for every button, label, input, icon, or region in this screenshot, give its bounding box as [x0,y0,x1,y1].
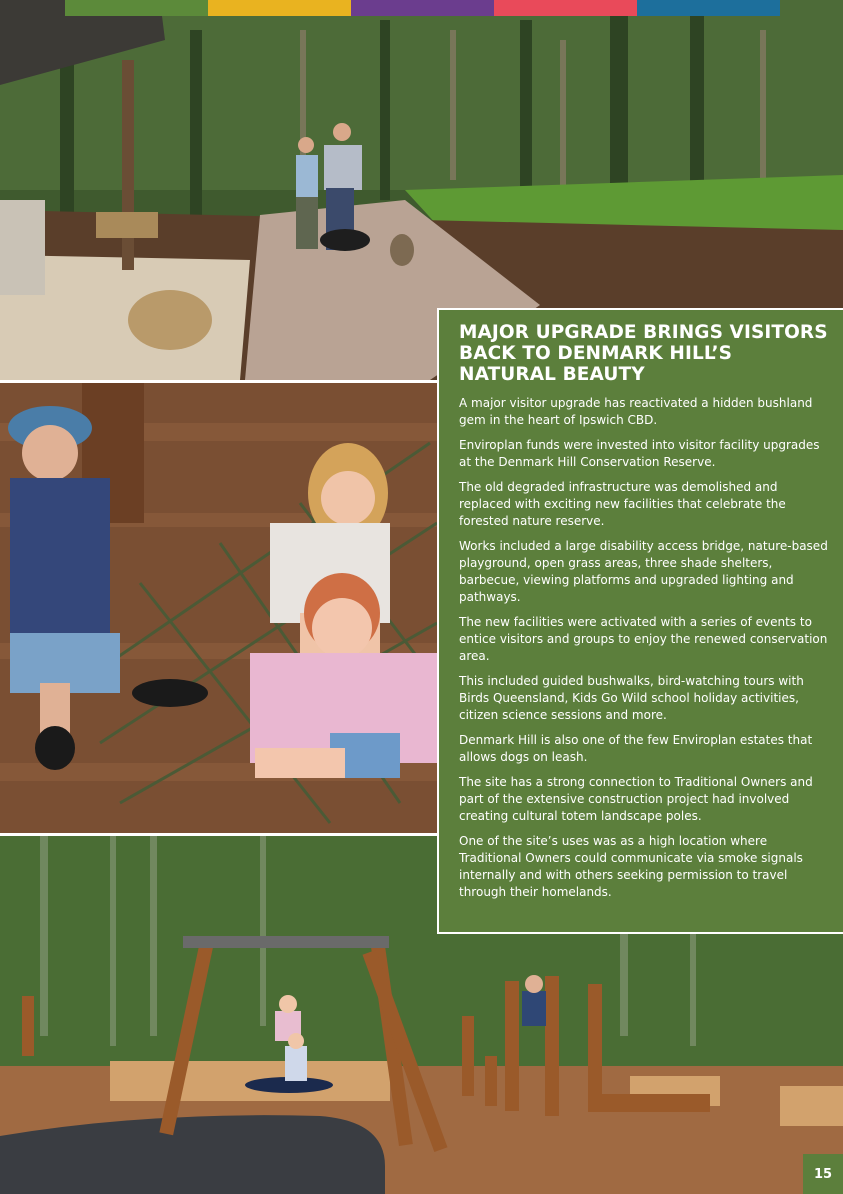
article-paragraph: A major visitor upgrade has reactivated a hidden bushland gem in the heart of Ipswich CBD. [459,396,813,427]
children-rope-net-photo [0,383,437,833]
color-bar-red [494,0,637,16]
color-bar-blue [637,0,780,16]
color-bar-yellow [208,0,351,16]
brand-color-bar [65,0,780,16]
article-panel [437,308,843,934]
article-paragraph: Works included a large disability access bridge, nature-based playground, open grass areas, three shade shelters, barbecue, viewing platforms and upgraded lighting and pathways. [459,539,828,604]
article-title: MAJOR UPGRADE BRINGS VISITORS BACK TO DENMARK HILL’S NATURAL BEAUTY [459,322,828,385]
article-paragraph: This included guided bushwalks, bird-watching tours with Birds Queensland, Kids Go Wild school holiday activities, citizen science sessions and more. [459,674,804,722]
article-paragraph: Enviroplan funds were invested into visitor facility upgrades at the Denmark Hill Conservation Reserve. [459,438,820,469]
color-bar-purple [351,0,494,16]
color-bar-green [65,0,208,16]
article-paragraph: The site has a strong connection to Traditional Owners and part of the extensive construction project had involved creating cultural totem landscape poles. [459,775,813,823]
article-paragraph: The new facilities were activated with a series of events to entice visitors and groups to enjoy the renewed conservation area. [459,615,828,663]
article-paragraph: The old degraded infrastructure was demolished and replaced with exciting new facilities that celebrate the forested nature reserve. [459,480,786,528]
article-paragraph: One of the site’s uses was as a high location where Traditional Owners could communicate via smoke signals internally and with others seeking permission to travel through their homelands. [459,834,803,899]
article-paragraph: Denmark Hill is also one of the few Enviroplan estates that allows dogs on leash. [459,733,813,764]
page-number: 15 [803,1154,843,1194]
